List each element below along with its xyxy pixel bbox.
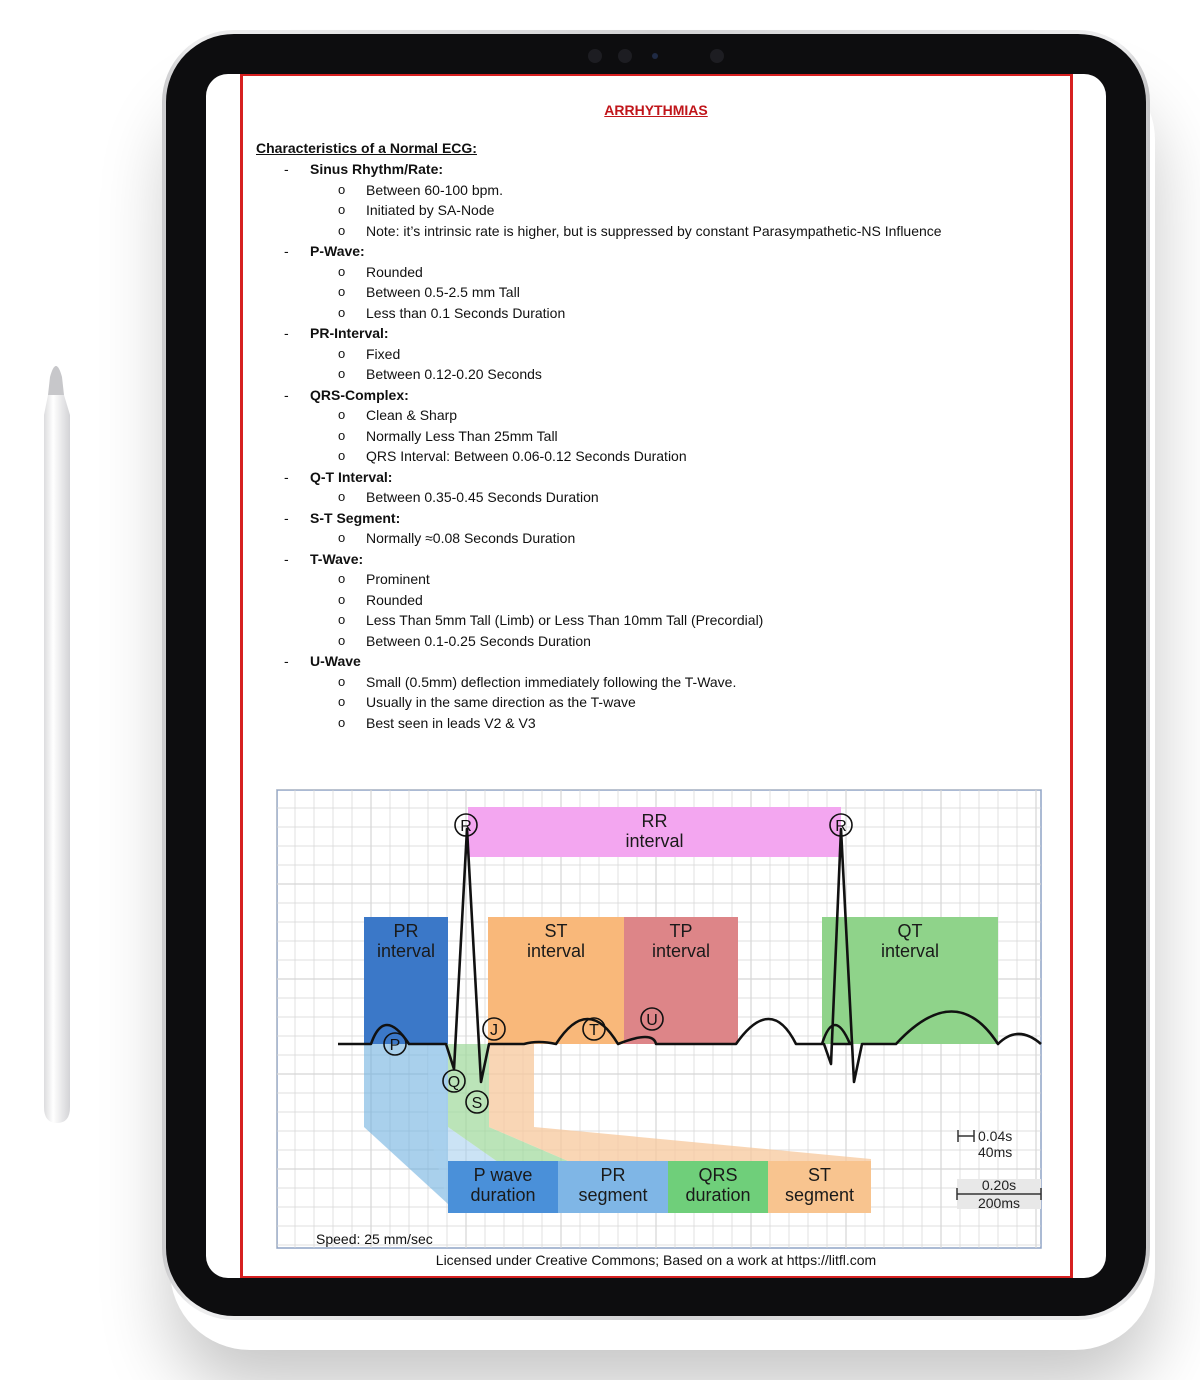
list-item: [256, 366, 1036, 387]
list-item: [256, 612, 1036, 633]
circle-bullet: o: [338, 571, 346, 586]
section-2: [256, 325, 1036, 387]
section-0: [256, 161, 1036, 243]
circle-bullet: o: [338, 673, 346, 689]
section-heading-item: [256, 510, 1036, 531]
list-item: [256, 448, 1036, 469]
list-item: [256, 346, 1036, 367]
list-item-text: Fixed: [366, 345, 401, 362]
p-wave-duration-label: P wave: [473, 1165, 533, 1185]
circle-bullet: o: [338, 530, 346, 545]
section-label: T-Wave:: [310, 550, 364, 567]
section-label: Q-T Interval:: [310, 468, 393, 485]
camera-dot: [588, 49, 602, 63]
qt-interval-label: interval: [880, 941, 940, 961]
st-segment-label: segment: [784, 1185, 855, 1205]
document-body: [256, 140, 1036, 735]
circle-bullet: o: [338, 591, 346, 607]
dash-bullet: -: [284, 468, 289, 485]
scale-large-label: 0.20s: [981, 1177, 1017, 1193]
list-item: [256, 489, 1036, 510]
section-6: [256, 551, 1036, 654]
scale-large-sublabel: 200ms: [977, 1195, 1021, 1211]
section-heading-item: [256, 469, 1036, 490]
list-item-text: Note: it’s intrinsic rate is higher, but is suppressed by constant Parasympathetic-NS Influence: [366, 222, 942, 239]
list-item-text: Normally ≈0.08 Seconds Duration: [366, 530, 576, 546]
circle-bullet: o: [338, 632, 346, 648]
camera-dot: [710, 49, 724, 63]
tablet-device: [162, 30, 1150, 1320]
list-item-text: Between 0.12-0.20 Seconds: [366, 366, 542, 382]
point-r-label: R: [460, 818, 472, 835]
list-item-text: Less than 0.1 Seconds Duration: [366, 304, 566, 321]
circle-bullet: o: [338, 427, 346, 443]
list-item: [256, 305, 1036, 326]
tablet-bezel: [166, 34, 1146, 1316]
document-page[interactable]: [206, 74, 1106, 1278]
circle-bullet: o: [338, 222, 346, 238]
circle-bullet: o: [338, 304, 346, 320]
section-label: PR-Interval:: [310, 325, 389, 341]
circle-bullet: o: [338, 181, 346, 197]
dash-bullet: -: [284, 550, 289, 567]
tp-interval-label: interval: [651, 941, 711, 961]
ecg-diagram: [276, 789, 1042, 1249]
list-item: [256, 715, 1036, 736]
pr-segment-label: segment: [578, 1185, 648, 1205]
characteristics-list: [256, 161, 1036, 735]
rr-interval-label: RR: [641, 811, 668, 831]
list-item-text: Rounded: [366, 591, 423, 608]
section-heading-item: [256, 161, 1036, 182]
st-interval-label: interval: [526, 941, 586, 961]
list-item-text: Clean & Sharp: [366, 407, 458, 423]
list-item: [256, 694, 1036, 715]
section-1: [256, 243, 1036, 325]
p-wave-duration-label: duration: [470, 1185, 536, 1205]
section-heading-item: [256, 243, 1036, 264]
tp-interval-label: TP: [669, 921, 693, 941]
list-item: [256, 264, 1036, 285]
dash-bullet: -: [284, 325, 289, 341]
circle-bullet: o: [338, 263, 346, 279]
dash-bullet: -: [284, 243, 289, 259]
list-item: [256, 633, 1036, 654]
circle-bullet: o: [338, 489, 346, 504]
qrs-duration-label: QRS: [698, 1165, 738, 1185]
pr-interval-label: PR: [393, 921, 419, 941]
list-item-text: Usually in the same direction as the T-wave: [366, 694, 636, 710]
list-item: [256, 592, 1036, 613]
point-u-label: U: [646, 1012, 658, 1029]
list-item-text: Initiated by SA-Node: [366, 202, 495, 218]
st-segment-label: ST: [807, 1165, 832, 1185]
list-item: [256, 674, 1036, 695]
point-t-label: T: [589, 1022, 599, 1039]
list-item: [256, 223, 1036, 244]
point-s-label: S: [471, 1095, 483, 1112]
section-label: P-Wave:: [310, 243, 365, 259]
dash-bullet: -: [284, 161, 289, 177]
pr-interval-label: interval: [376, 941, 436, 961]
list-item-text: Rounded: [366, 263, 423, 280]
list-item-text: QRS Interval: Between 0.06-0.12 Seconds Duration: [366, 448, 687, 464]
qrs-duration-label: duration: [685, 1185, 751, 1205]
scale-small-sublabel: 40ms: [978, 1144, 1013, 1160]
section-label: Sinus Rhythm/Rate:: [310, 161, 444, 177]
camera-dot: [618, 49, 632, 63]
rr-interval-label: interval: [625, 831, 684, 851]
list-item: [256, 202, 1036, 223]
section-heading-item: [256, 387, 1036, 408]
dash-bullet: -: [284, 386, 289, 403]
list-item: [256, 407, 1036, 428]
section-7: [256, 653, 1036, 735]
section-heading-item: [256, 325, 1036, 346]
list-item-text: Between 0.35-0.45 Seconds Duration: [366, 489, 599, 505]
section-5: [256, 510, 1036, 551]
point-p-label: P: [389, 1037, 401, 1054]
list-item-text: Small (0.5mm) deflection immediately following the T-Wave.: [366, 673, 737, 690]
license-credit: Licensed under Creative Commons; Based on a work at https://litfl.com: [435, 1252, 877, 1268]
list-item: [256, 571, 1036, 592]
point-j-label: J: [490, 1022, 498, 1039]
list-item-text: Between 0.5-2.5 mm Tall: [366, 284, 520, 300]
circle-bullet: o: [338, 448, 346, 463]
point-r-label: R: [835, 818, 847, 835]
circle-bullet: o: [338, 612, 346, 627]
list-item-text: Between 60-100 bpm.: [366, 181, 503, 198]
list-item: [256, 284, 1036, 305]
apple-pencil: [36, 355, 78, 1125]
list-item: [256, 530, 1036, 551]
speed-label: Speed: 25 mm/sec: [316, 1231, 433, 1247]
circle-bullet: o: [338, 694, 346, 709]
list-item-text: Less Than 5mm Tall (Limb) or Less Than 10mm Tall (Precordial): [366, 612, 764, 628]
section-heading-item: [256, 551, 1036, 572]
circle-bullet: o: [338, 284, 346, 299]
circle-bullet: o: [338, 202, 346, 217]
dash-bullet: -: [284, 653, 289, 669]
list-item: [256, 182, 1036, 203]
circle-bullet: o: [338, 345, 346, 361]
list-item: [256, 428, 1036, 449]
dash-bullet: -: [284, 509, 289, 526]
section-heading: Characteristics of a Normal ECG:: [256, 140, 477, 156]
point-q-label: Q: [447, 1074, 461, 1091]
list-item-text: Best seen in leads V2 & V3: [366, 714, 536, 731]
st-interval-label: ST: [544, 921, 568, 941]
scale-small-label: 0.04s: [978, 1128, 1013, 1144]
circle-bullet: o: [338, 366, 346, 381]
list-item-text: Normally Less Than 25mm Tall: [366, 427, 558, 444]
pr-segment-label: PR: [600, 1165, 626, 1185]
qt-interval-label: QT: [897, 921, 923, 941]
section-label: S-T Segment:: [310, 509, 401, 526]
section-heading-item: [256, 653, 1036, 674]
circle-bullet: o: [338, 714, 346, 730]
list-item-text: Between 0.1-0.25 Seconds Duration: [366, 632, 591, 649]
section-label: QRS-Complex:: [310, 386, 409, 403]
list-item-text: Prominent: [366, 571, 430, 587]
section-label: U-Wave: [310, 653, 361, 669]
circle-bullet: o: [338, 407, 346, 422]
section-4: [256, 469, 1036, 510]
section-3: [256, 387, 1036, 469]
front-camera-icon: [652, 53, 658, 59]
document-title: ARRHYTHMIAS: [604, 102, 708, 118]
